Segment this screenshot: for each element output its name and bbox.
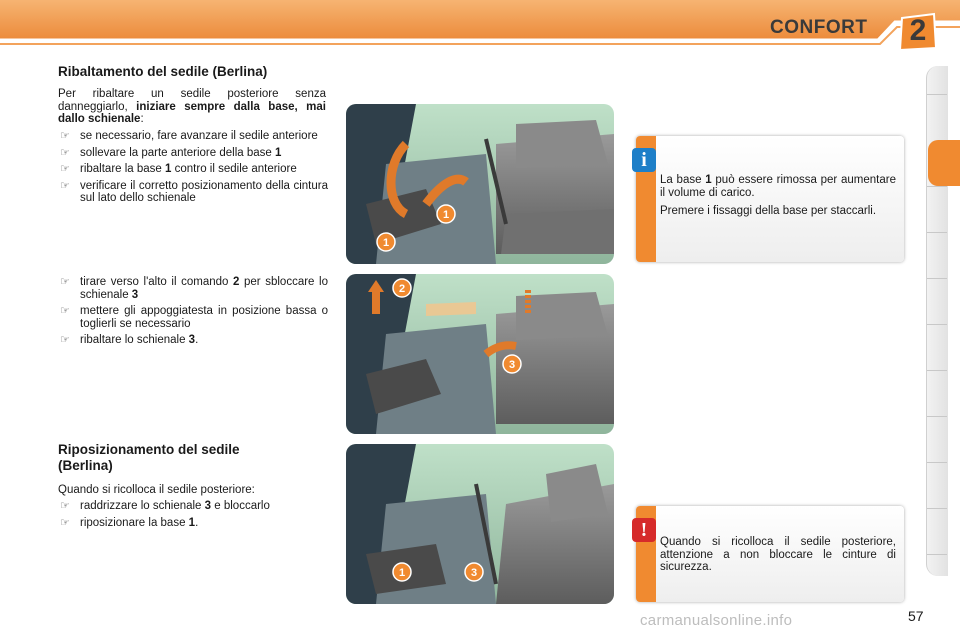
chapter-title: CONFORT <box>770 17 868 38</box>
step-text: per sbloccare lo schienale <box>80 276 328 301</box>
list-item <box>58 305 328 330</box>
step-text: e bloccarlo <box>211 500 270 512</box>
page-header <box>0 0 960 56</box>
bullet-icon: ☞ <box>60 305 70 317</box>
info-note-p2: Premere i fissaggi della base per staccarli. <box>660 205 877 217</box>
tab-divider <box>927 324 947 325</box>
callout-label: 1 <box>382 237 390 249</box>
info-icon: i <box>632 148 656 172</box>
illustration-seat-repositioning <box>346 444 614 604</box>
page-number: 57 <box>908 608 924 624</box>
seat-illustration-2 <box>346 274 614 434</box>
tab-divider <box>927 508 947 509</box>
bullet-icon: ☞ <box>60 516 70 529</box>
intro-bold: iniziare sempre dalla base, mai dallo schienale <box>58 100 326 125</box>
section2-title <box>58 442 240 474</box>
section1-intro <box>58 88 326 126</box>
step-text: . <box>195 516 199 529</box>
callout-label: 1 <box>398 567 406 579</box>
step-text: verificare il corretto posizionamento della cintura sul lato dello schienale <box>80 179 328 204</box>
list-item <box>58 130 328 143</box>
tab-divider <box>927 416 947 417</box>
callout-label: 2 <box>398 283 406 295</box>
list-item <box>58 500 328 513</box>
step-text: ribaltare la base <box>80 163 166 175</box>
bullet-icon: ☞ <box>60 146 70 159</box>
step-text: riposizionare la base <box>80 516 189 529</box>
bullet-icon: ☞ <box>60 500 70 512</box>
step-text: se necessario, fare avanzare il sedile anteriore <box>80 130 318 142</box>
tab-divider <box>927 462 947 463</box>
section2-steps <box>58 500 328 533</box>
info-text: può essere rimossa per aumentare il volume di carico. <box>660 174 896 199</box>
tab-divider <box>927 232 947 233</box>
list-item <box>58 276 328 301</box>
section2-title-line1: Riposizionamento del sedile <box>58 442 240 457</box>
section2-intro: Quando si ricolloca il sedile posteriore: <box>58 484 255 496</box>
step-ref: 3 <box>188 334 196 346</box>
step-ref: 3 <box>204 500 212 512</box>
tab-divider <box>927 370 947 371</box>
chapter-number: 2 <box>909 14 927 47</box>
seat-illustration-1 <box>346 104 614 264</box>
info-ref: 1 <box>705 174 712 186</box>
illustration-backrest-release <box>346 274 614 434</box>
bullet-icon: ☞ <box>60 163 70 175</box>
step-text: raddrizzare lo schienale <box>80 500 205 512</box>
step-text: contro il sedile anteriore <box>171 163 297 175</box>
callout-label: 1 <box>442 209 450 221</box>
section1-title: Ribaltamento del sedile (Berlina) <box>58 64 268 79</box>
list-item <box>58 163 328 176</box>
watermark: carmanualsonline.info <box>640 612 793 629</box>
chapter-badge <box>898 12 938 52</box>
step-text: . <box>195 334 199 346</box>
step-text: mettere gli appoggiatesta in posizione bassa o toglierli se necessario <box>80 305 328 330</box>
chapter-tab-active[interactable] <box>928 140 960 186</box>
step-text: tirare verso l'alto il comando <box>80 276 234 288</box>
step-text: sollevare la parte anteriore della base <box>80 146 275 159</box>
list-item <box>58 334 328 347</box>
step-ref: 2 <box>233 276 240 288</box>
info-note-p1 <box>660 174 896 199</box>
bullet-icon: ☞ <box>60 179 70 192</box>
warning-note-text: Quando si ricolloca il sedile posteriore, attenzione a non bloccare le cinture di sicurezza. <box>660 536 896 573</box>
list-item <box>58 517 328 530</box>
list-item <box>58 180 328 205</box>
step-ref: 1 <box>274 146 282 159</box>
tab-divider <box>927 94 947 95</box>
tab-divider <box>927 278 947 279</box>
warning-note <box>636 506 904 602</box>
bullet-icon: ☞ <box>60 276 70 288</box>
tab-divider <box>927 186 947 187</box>
step-ref: 1 <box>165 163 172 175</box>
illustration-seat-base-tilt <box>346 104 614 264</box>
callout-label: 3 <box>470 567 478 579</box>
section1-steps-2 <box>58 276 328 351</box>
intro-end: : <box>140 113 144 125</box>
list-item <box>58 147 328 160</box>
bullet-icon: ☞ <box>60 130 70 142</box>
warning-icon: ! <box>632 518 656 542</box>
info-text: La base <box>660 174 706 186</box>
section2-title-line2: (Berlina) <box>58 458 113 473</box>
bullet-icon: ☞ <box>60 334 70 346</box>
info-note <box>636 136 904 262</box>
section1-steps <box>58 130 328 209</box>
step-ref: 1 <box>188 516 196 529</box>
step-ref: 3 <box>131 288 139 301</box>
callout-label: 3 <box>508 359 516 371</box>
seat-illustration-3 <box>346 444 614 604</box>
tab-divider <box>927 554 947 555</box>
intro-plain: Per ribaltare un sedile posteriore senza danneggiarlo, <box>58 88 326 113</box>
step-text: ribaltare lo schienale <box>80 334 189 346</box>
info-note-text <box>660 174 896 224</box>
